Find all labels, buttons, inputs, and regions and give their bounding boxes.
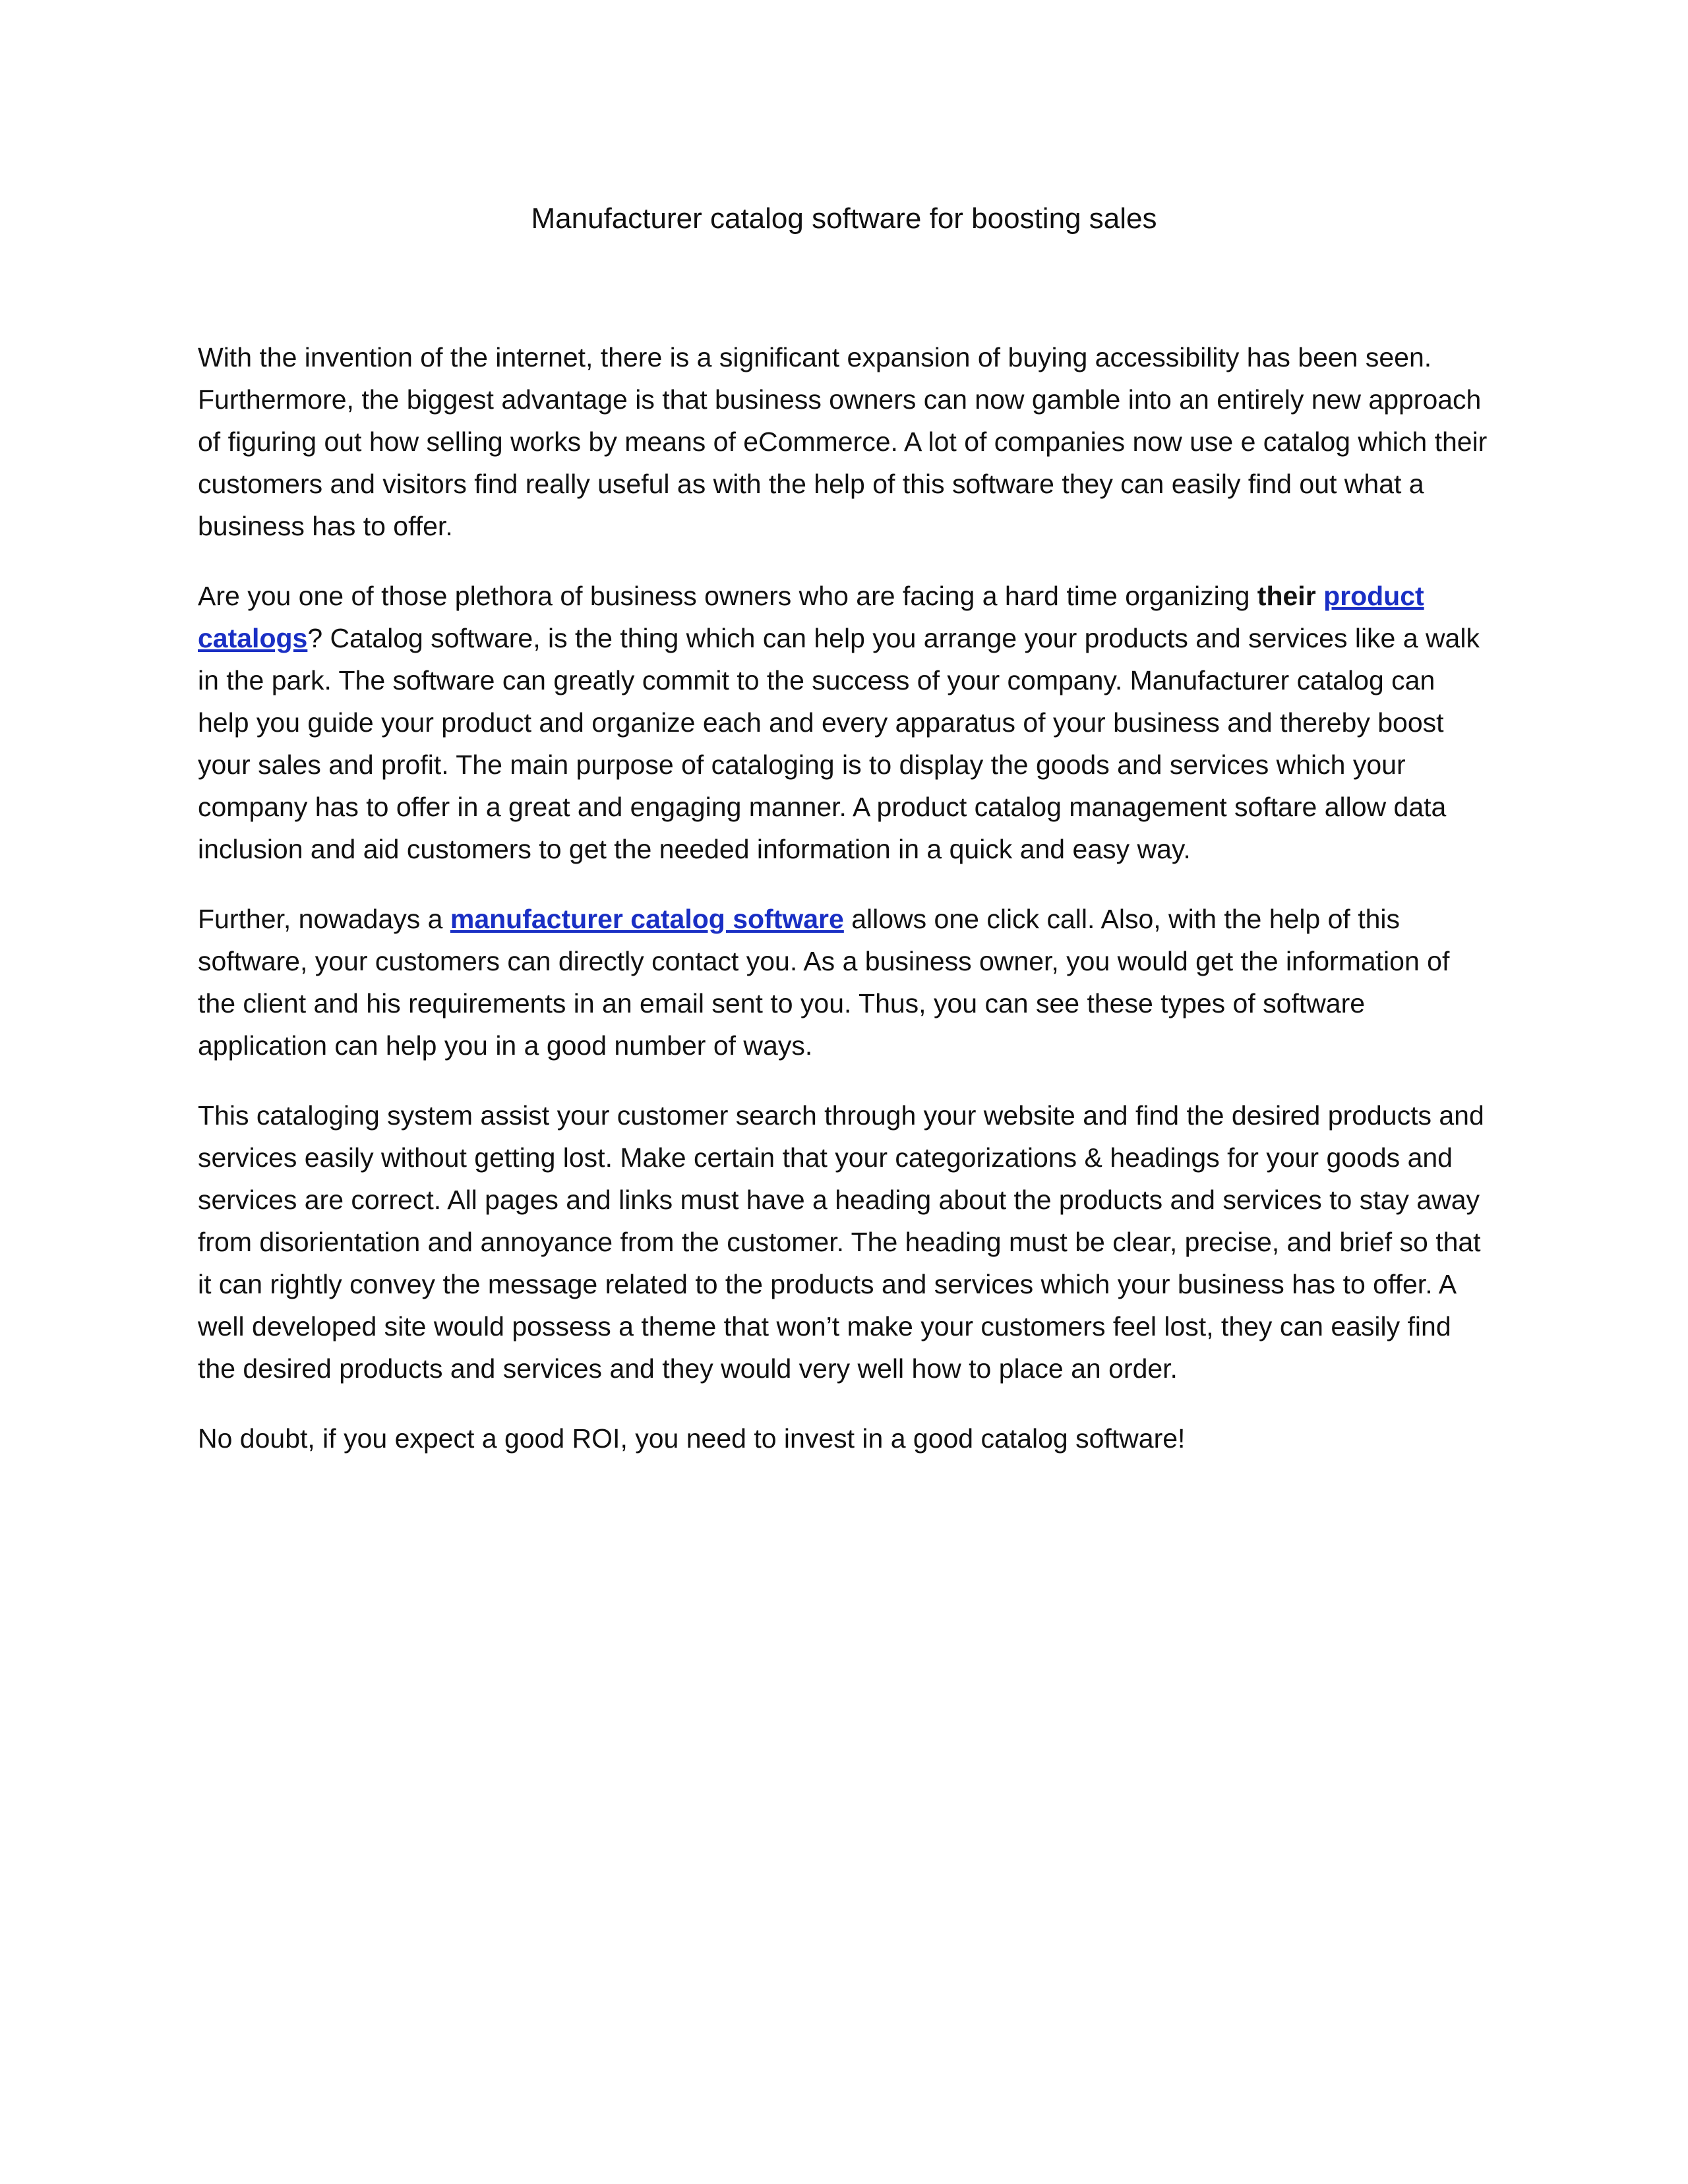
paragraph-2-space: [1316, 581, 1323, 611]
paragraph-4: This cataloging system assist your customer search through your website and find the desired products and services easily without getting lost. Make certain that your categorizations & headings for your goods and services are correct. All pages and links must have a heading about the products and services to stay away from disorientation and annoyance from the customer. The heading must be clear, precise, and brief so that it can rightly convey the message related to the products and services which your business has to offer. A well developed site would possess a theme that won’t make your customers feel lost, they can easily find the desired products and services and they would very well how to place an order.: [198, 1100, 1484, 1384]
paragraph-3-text-start: Further, nowadays a: [198, 904, 450, 934]
paragraph-3-text-end: allows one click call. Also, with the help of this software, your customers can directly contact you. As a business owner, you would get the information of the client and his requirements in an email sent to you. Thus, you can see these types of software application can help you in a good number of ways.: [198, 904, 1450, 1061]
paragraph-1: With the invention of the internet, there is a significant expansion of buying accessibility has been seen. Furthermore, the biggest advantage is that business owners can now gamble into an entirely new approach of figuring out how selling works by means of eCommerce. A lot of companies now use e catalog which their customers and visitors find really useful as with the help of this software they can easily find out what a business has to offer.: [198, 342, 1488, 541]
paragraph-3: [198, 898, 1490, 1067]
paragraph-2-text-end: ? Catalog software, is the thing which can help you arrange your products and services like a walk in the park. The software can greatly commit to the success of your company. Manufacturer catalog can help you guide your product and organize each and every apparatus of your business and thereby boost your sales and profit. The main purpose of cataloging is to display the goods and services which your company has to offer in a great and engaging manner. A product catalog management softare allow data inclusion and aid customers to get the needed information in a quick and easy way.: [198, 623, 1480, 864]
document-body: [198, 336, 1490, 1487]
paragraph-2: [198, 575, 1490, 870]
paragraph-2-bold-word: their: [1257, 581, 1316, 611]
document-title: Manufacturer catalog software for boosting sales: [531, 202, 1157, 235]
paragraph-2-text-start: Are you one of those plethora of business owners who are facing a hard time organizing: [198, 581, 1257, 611]
product-catalogs-link[interactable]: product catalogs: [198, 581, 1424, 653]
paragraph-5: No doubt, if you expect a good ROI, you need to invest in a good catalog software!: [198, 1423, 1186, 1454]
manufacturer-catalog-software-link[interactable]: manufacturer catalog software: [450, 904, 844, 934]
